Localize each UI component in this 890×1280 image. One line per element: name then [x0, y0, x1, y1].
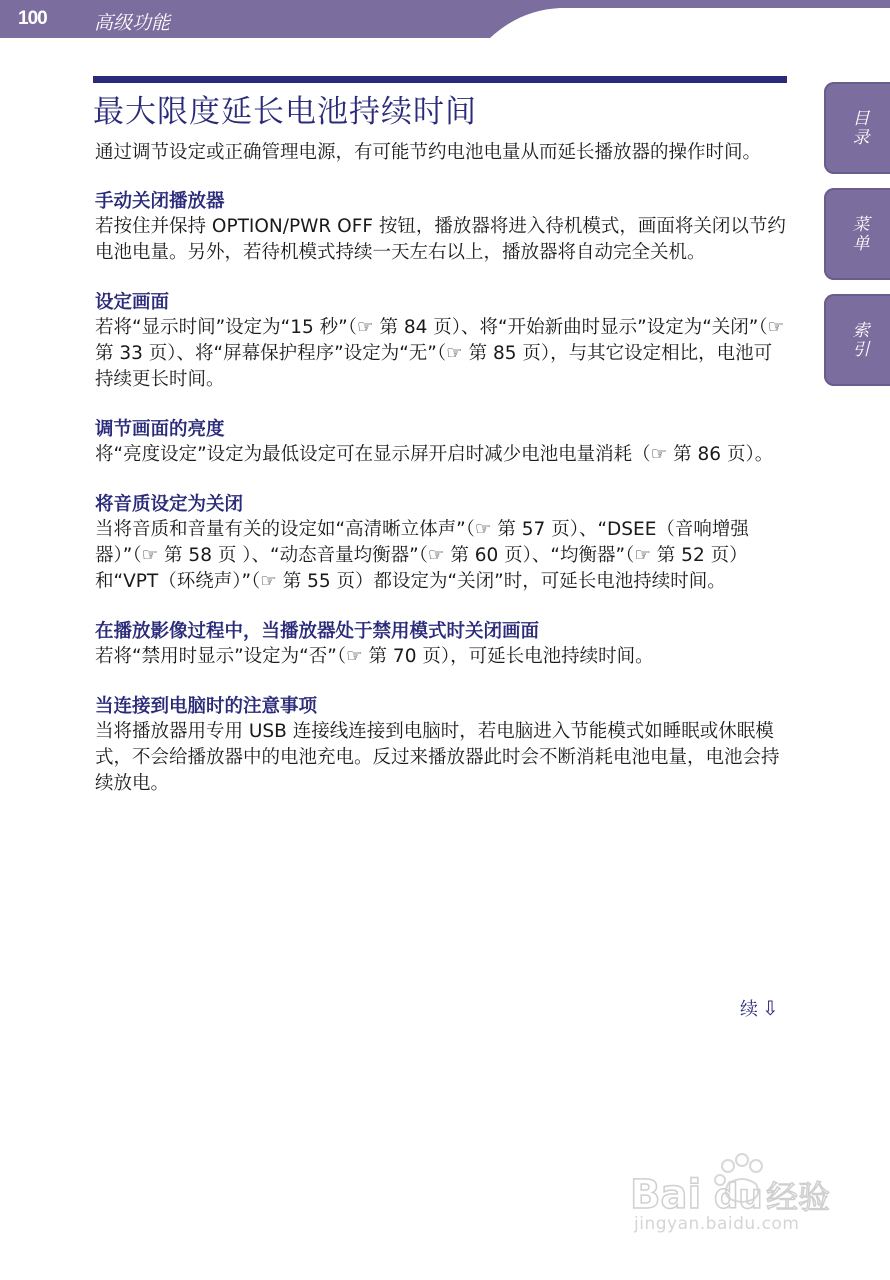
tab-contents[interactable]	[824, 82, 890, 174]
svg-text:经验: 经验	[766, 1178, 831, 1216]
section-heading: 在播放影像过程中，当播放器处于禁用模式时关闭画面	[95, 621, 540, 642]
section-screen-settings	[95, 290, 791, 393]
section-body: 当将播放器用专用 USB 连接线连接到电脑时，若电脑进入节能模式如睡眠或休眠模式，不会给播放器中的电池充电。反过来播放器此时会不断消耗电池电量，电池会持续放电。	[95, 721, 780, 794]
section-sound-quality	[95, 492, 787, 595]
intro-paragraph: 通过调节设定或正确管理电源，有可能节约电池电量从而延长播放器的操作时间。	[95, 142, 762, 163]
section-computer-connection	[95, 694, 787, 797]
svg-text:du: du	[714, 1177, 763, 1217]
section-body: 将“亮度设定”设定为最低设定可在显示屏开启时减少电池电量消耗（☞ 第 86 页）。	[95, 444, 774, 465]
title-rule	[93, 76, 787, 83]
section-heading: 手动关闭播放器	[95, 191, 225, 212]
tab-menu-label: 菜单	[848, 215, 869, 253]
section-label: 高级功能	[94, 12, 171, 34]
section-body: 若将“显示时间”设定为“15 秒”（☞ 第 84 页）、将“开始新曲时显示”设定为“关闭”（☞ 第 33 页）、将“屏幕保护程序”设定为“无”（☞ 第 85 页），与其它设定相比，电池可持续更长时间。	[95, 317, 791, 390]
tab-index[interactable]	[824, 294, 890, 386]
section-body: 当将音质和音量有关的设定如“高清晰立体声”（☞ 第 57 页）、“DSEE（音响增强器）”（☞ 第 58 页 ）、“动态音量均衡器”（☞ 第 60 页）、“均衡器”（☞ 第 52 页）和“VPT（环绕声）”（☞ 第 55 页）都设定为“关闭”时，可延长电池持续时间。	[95, 519, 749, 592]
baidu-watermark-logo	[628, 1150, 848, 1250]
header-band	[0, 0, 890, 38]
down-arrow-icon: ⇩	[762, 996, 779, 1020]
main-content	[95, 140, 791, 821]
tab-contents-label: 目录	[848, 109, 869, 147]
watermark-url: jingyan.baidu.com	[634, 1214, 800, 1234]
tab-index-label: 索引	[848, 321, 869, 359]
svg-text:Bai: Bai	[630, 1172, 702, 1218]
page-number: 100	[18, 8, 47, 29]
page-title: 最大限度延长电池持续时间	[93, 94, 477, 130]
section-body: 若按住并保持 OPTION/PWR OFF 按钮，播放器将进入待机模式，画面将关闭以节约电池电量。另外，若待机模式持续一天左右以上，播放器将自动完全关机。	[95, 216, 786, 263]
section-heading: 调节画面的亮度	[95, 419, 225, 440]
section-video-hold	[95, 619, 787, 670]
section-heading: 将音质设定为关闭	[95, 494, 244, 515]
tab-menu[interactable]	[824, 188, 890, 280]
continued-link[interactable]	[740, 995, 779, 1021]
section-heading: 当连接到电脑时的注意事项	[95, 696, 318, 717]
section-heading: 设定画面	[95, 292, 170, 313]
continued-label: 续	[740, 999, 758, 1020]
section-brightness	[95, 417, 787, 468]
section-power-off	[95, 189, 787, 266]
section-body: 若将“禁用时显示”设定为“否”（☞ 第 70 页），可延长电池持续时间。	[95, 646, 654, 667]
